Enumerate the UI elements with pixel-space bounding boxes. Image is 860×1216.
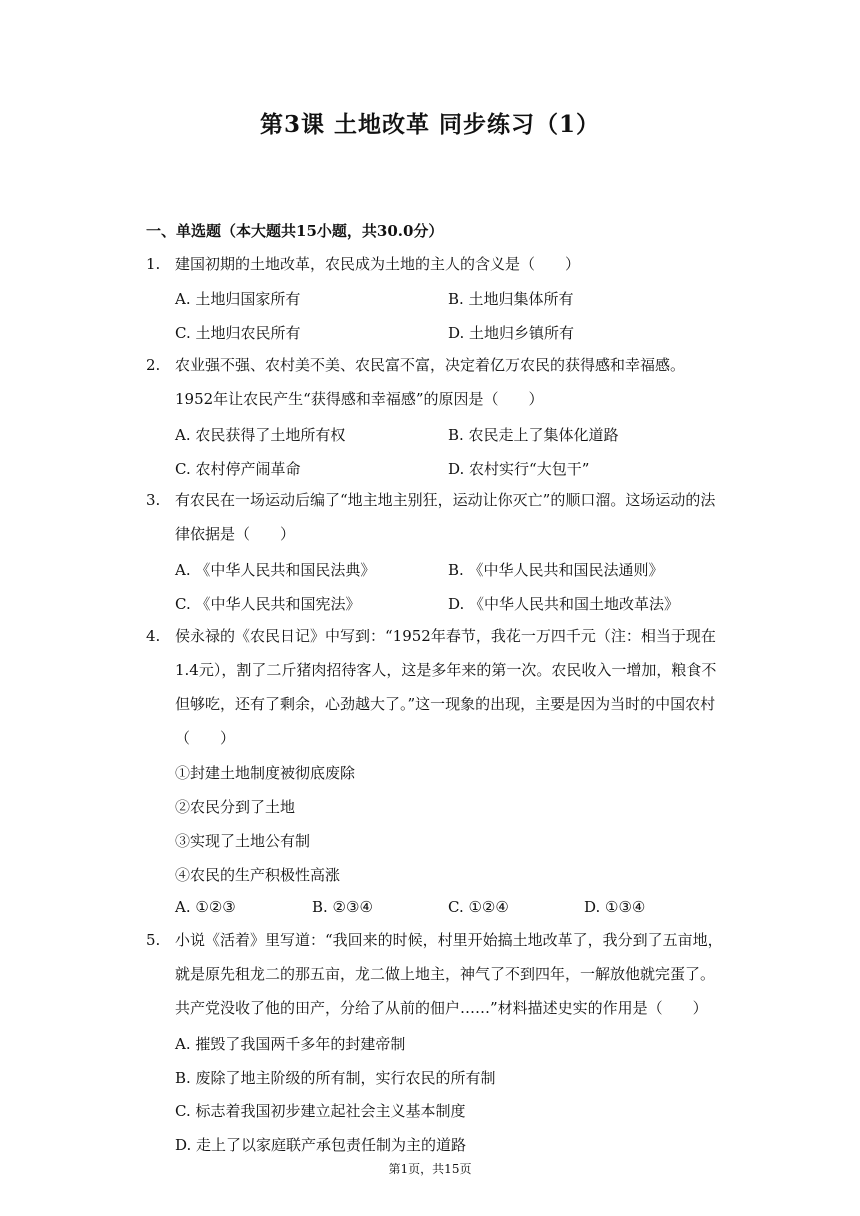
statement-item: ③实现了土地公有制 — [175, 832, 311, 850]
option-d: D. 土地归乡镇所有 — [448, 324, 575, 342]
question-stem: 建国初期的土地改革，农民成为土地的主人的含义是（ ） — [175, 255, 581, 273]
statement-item: ④农民的生产积极性高涨 — [175, 866, 341, 884]
option-b: B. 《中华人民共和国民法通则》 — [448, 561, 664, 579]
question-stem: 侯永禄的《农民日记》中写到：“1952年春节，我花一万四千元（注：相当于现在1.4元），割了二斤猪肉招待客人，这是多年来的第一次。农民收入一增加，粮食不但够吃，还有了剩余，心劲越大了。”这一现象的出现，主要是因为当时的中国农村（ ） — [175, 627, 717, 747]
option-c: C. 土地归农民所有 — [175, 324, 301, 342]
question-stem: 小说《活着》里写道：“我回来的时候，村里开始搞土地改革了，我分到了五亩地，就是原先租龙二的那五亩，龙二做上地主，神气了不到四年，一解放他就完蛋了。共产党没收了他的田产，分给了从前的佃户……”材料描述史实的作用是（ ） — [175, 931, 723, 1017]
option-a: A. 《中华人民共和国民法典》 — [175, 561, 376, 579]
option-a: A. 土地归国家所有 — [175, 290, 301, 308]
question-number: 4. — [146, 627, 161, 645]
option-b: B. 农民走上了集体化道路 — [448, 426, 619, 444]
question-number: 5. — [146, 931, 161, 949]
question-stem: 农业强不强、农村美不美、农民富不富，决定着亿万农民的获得感和幸福感。1952年让农民产生“获得感和幸福感”的原因是（ ） — [175, 356, 686, 408]
statement-item: ①封建土地制度被彻底废除 — [175, 764, 356, 782]
page-footer: 第1页，共15页 — [388, 1162, 472, 1176]
question-number: 2. — [146, 356, 161, 374]
option-d: D. ①③④ — [584, 898, 646, 916]
option-c: C. 农村停产闹革命 — [175, 460, 301, 478]
option-b: B. 废除了地主阶级的所有制，实行农民的所有制 — [175, 1069, 496, 1087]
option-c: C. 《中华人民共和国宪法》 — [175, 595, 361, 613]
document-title: 第3课 土地改革 同步练习（1） — [259, 111, 601, 138]
option-d: D. 农村实行“大包干” — [448, 460, 590, 478]
option-a: A. ①②③ — [175, 898, 236, 916]
option-a: A. 农民获得了土地所有权 — [175, 426, 346, 444]
option-a: A. 摧毁了我国两千多年的封建帝制 — [175, 1035, 406, 1053]
option-d: D. 《中华人民共和国土地改革法》 — [448, 595, 680, 613]
option-b: B. 土地归集体所有 — [448, 290, 574, 308]
question-number: 3. — [146, 491, 161, 509]
statement-item: ②农民分到了土地 — [175, 798, 296, 816]
option-b: B. ②③④ — [312, 898, 373, 916]
question-stem: 有农民在一场运动后编了“地主地主别狂，运动让你灭亡”的顺口溜。这场运动的法律依据是（ ） — [175, 491, 716, 543]
option-d: D. 走上了以家庭联产承包责任制为主的道路 — [175, 1136, 467, 1154]
question-number: 1. — [146, 255, 161, 273]
option-c: C. ①②④ — [448, 898, 509, 916]
section-heading: 一、单选题（本大题共15小题，共30.0分） — [146, 222, 444, 240]
option-c: C. 标志着我国初步建立起社会主义基本制度 — [175, 1102, 466, 1120]
